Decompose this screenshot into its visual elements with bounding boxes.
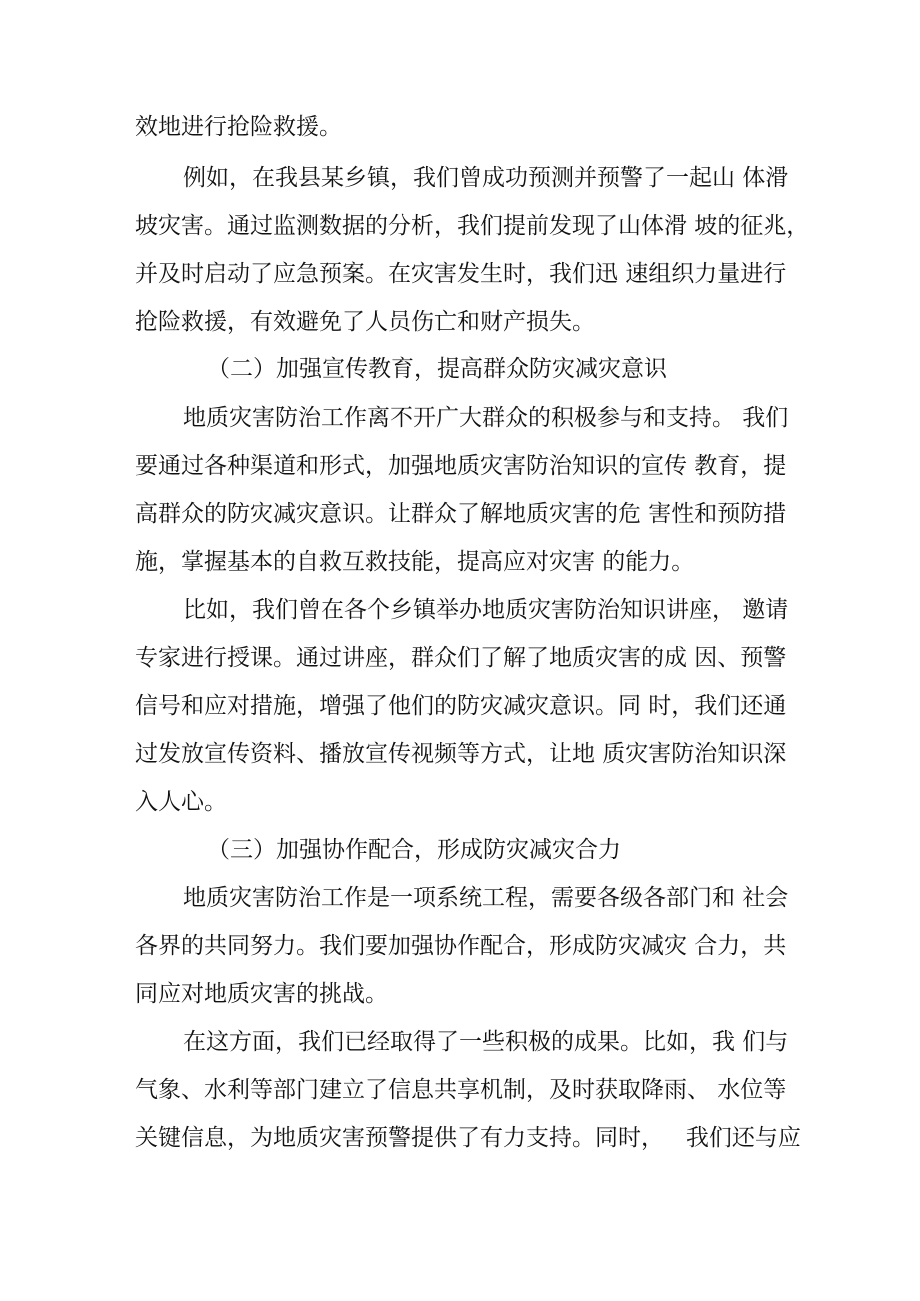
text-line: 入人心。	[135, 789, 227, 815]
section-heading: （三）加强协作配合，形成防灾减灾合力	[207, 837, 621, 863]
text-line: 并及时启动了应急预案。在灾害发生时，我们迅 速组织力量进行	[135, 261, 787, 287]
text-line: 要通过各种渠道和形式，加强地质灾害防治知识的宣传 教育，提	[135, 453, 787, 479]
text-line: 高群众的防灾减灾意识。让群众了解地质灾害的危 害性和预防措	[135, 501, 787, 527]
paragraph-first-line: 例如，在我县某乡镇，我们曾成功预测并预警了一起山 体滑	[183, 165, 789, 191]
text-line: 坡灾害。通过监测数据的分析，我们提前发现了山体滑 坡的征兆，	[135, 213, 810, 239]
text-line: 抢险救援，有效避免了人员伤亡和财产损失。	[135, 309, 595, 335]
paragraph-first-line: 比如，我们曾在各个乡镇举办地质灾害防治知识讲座， 邀请	[183, 597, 789, 623]
text-line: 气象、水利等部门建立了信息共享机制，及时获取降雨、 水位等	[135, 1077, 787, 1103]
text-line: 效地进行抢险救援。	[135, 114, 342, 140]
text-line: 施，掌握基本的自救互救技能，提高应对灾害 的能力。	[135, 549, 695, 575]
text-line: 各界的共同努力。我们要加强协作配合，形成防灾减灾 合力，共	[135, 933, 787, 959]
text-line: 专家进行授课。通过讲座，群众们了解了地质灾害的成 因、预警	[135, 645, 787, 671]
paragraph-first-line: 在这方面，我们已经取得了一些积极的成果。比如，我 们与	[183, 1029, 789, 1055]
text-line: 过发放宣传资料、播放宣传视频等方式，让地 质灾害防治知识深	[135, 741, 787, 767]
text-line: 信号和应对措施，增强了他们的防灾减灾意识。同 时，我们还通	[135, 693, 787, 719]
text-line: 关键信息，为地质灾害预警提供了有力支持。同时， 我们还与应	[135, 1125, 801, 1151]
text-line: 同应对地质灾害的挑战。	[135, 981, 388, 1007]
section-heading: （二）加强宣传教育，提高群众防灾减灾意识	[207, 356, 667, 382]
paragraph-first-line: 地质灾害防治工作离不开广大群众的积极参与和支持。 我们	[183, 405, 789, 431]
paragraph-first-line: 地质灾害防治工作是一项系统工程，需要各级各部门和 社会	[183, 885, 789, 911]
